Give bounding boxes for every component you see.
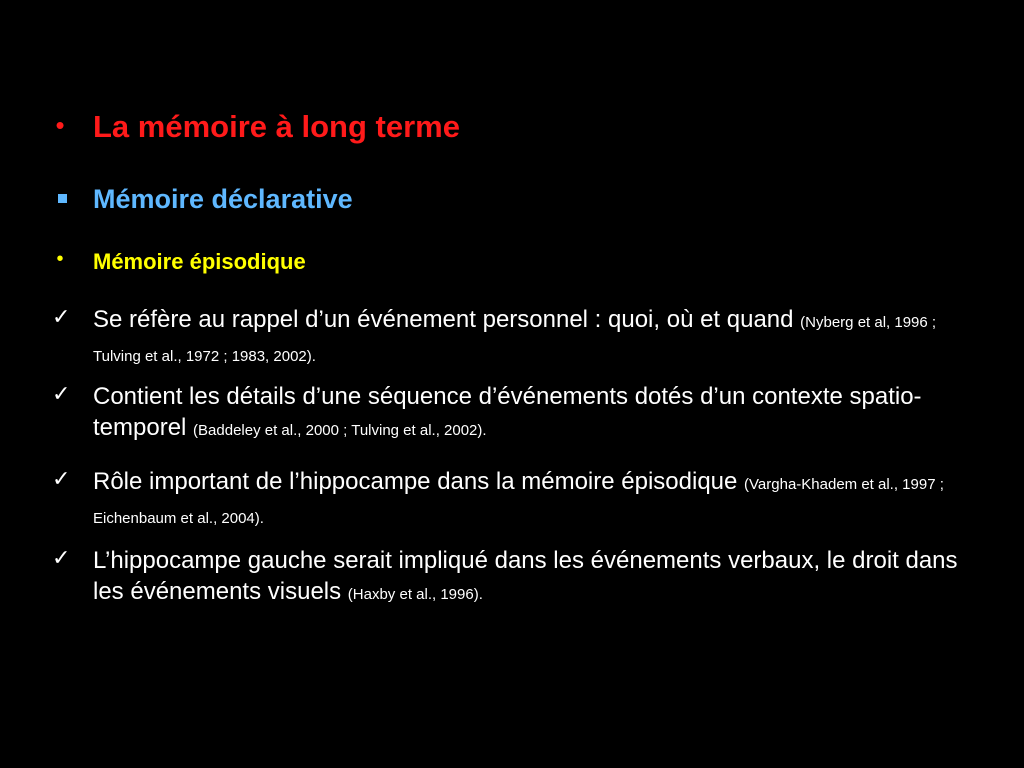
level3-heading: Mémoire épisodique xyxy=(93,249,306,274)
checkmark-icon: ✓ xyxy=(52,466,71,491)
list-item-text xyxy=(93,381,973,446)
item-main-text: Se réfère au rappel d’un événement personnel : quoi, où et quand xyxy=(93,306,801,333)
item-reference: (Baddeley et al., 2000 ; Tulving et al., 2002). xyxy=(193,422,487,439)
slide-subtitle: Mémoire déclarative xyxy=(93,184,353,214)
list-item-text xyxy=(93,466,973,534)
item-reference: (Haxby et al., 1996). xyxy=(347,586,483,603)
level3-bullet: • xyxy=(56,248,64,270)
checkmark-icon: ✓ xyxy=(52,545,71,570)
checkmark-icon: ✓ xyxy=(52,381,71,406)
title-bullet: • xyxy=(55,110,65,140)
checkmark-icon: ✓ xyxy=(52,304,71,329)
item-reference: (Nyberg et al, 1996 ; Tulving et al., 1972 ; 1983, 2002). xyxy=(93,314,937,365)
item-reference: (Vargha-Khadem et al., 1997 ; Eichenbaum et al., 2004). xyxy=(93,476,944,527)
square-bullet-icon xyxy=(54,190,70,206)
list-item-text xyxy=(93,545,973,610)
slide-title: La mémoire à long terme xyxy=(93,109,460,144)
item-main-text: Contient les détails d’une séquence d’événements dotés d’un contexte spatio-temporel xyxy=(93,383,922,441)
item-main-text: Rôle important de l’hippocampe dans la mémoire épisodique xyxy=(93,468,745,495)
item-main-text: L’hippocampe gauche serait impliqué dans les événements verbaux, le droit dans les événements visuels xyxy=(93,547,958,605)
list-item-text xyxy=(93,304,973,372)
